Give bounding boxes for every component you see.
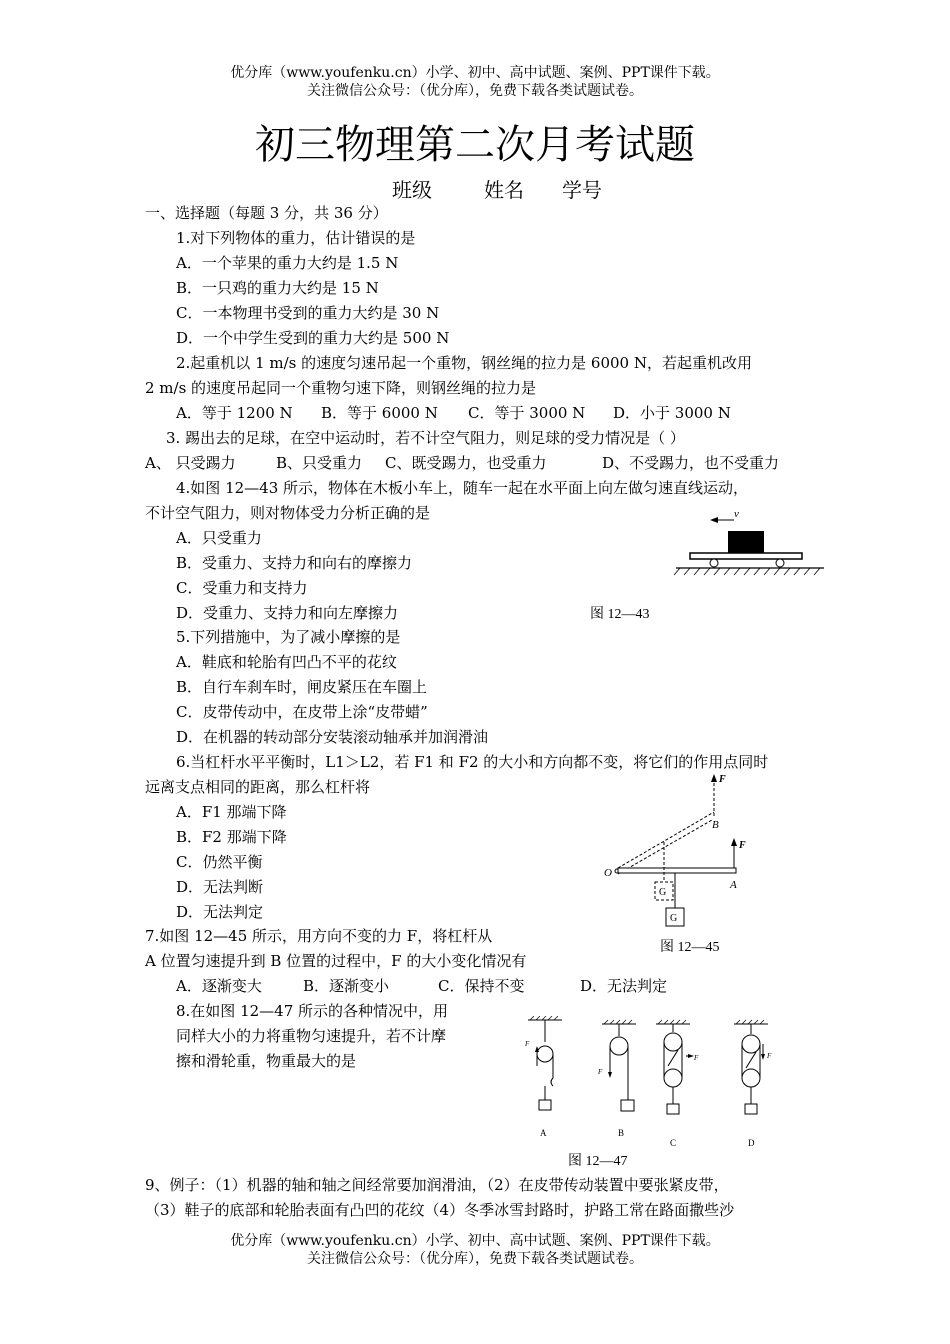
footer-line-1: 优分库（www.youfenku.cn）小学、初中、高中试题、案例、PPT课件下载。 [230,1233,720,1249]
pivot-label-o: O [604,867,612,879]
q2-stem-1: 2.起重机以 1 m/s 的速度匀速吊起一个重物，钢丝绳的拉力是 6000 N，若起重机改用 [176,354,752,372]
label-b: B [618,1128,625,1138]
q3-option-c: C、既受踢力，也受重力 [385,454,547,472]
q1-stem: 1.对下列物体的重力，估计错误的是 [176,229,416,247]
q4-option-a: A．只受重力 [176,529,262,547]
q2-option-a: A．等于 1200 N [176,404,293,422]
q3-option-b: B、只受重力 [276,454,363,472]
q9-line-2: （3）鞋子的底部和轮胎表面有凸凹的花纹（4）冬季冰雪封路时，护路工常在路面撒些沙 [145,1201,735,1219]
fig-12-45 [600,768,770,934]
class-label: 班级 [392,178,432,202]
fig-12-43 [672,505,832,580]
q2-option-c: C．等于 3000 N [468,404,586,422]
force-label-b: F [598,1068,603,1076]
force-label-b: F [719,774,726,785]
pulley-d [734,1020,772,1148]
q1-option-b: B．一只鸡的重力大约是 15 N [176,279,379,297]
q2-option-b: B．等于 6000 N [321,404,438,422]
q6-option-b: B．F2 那端下降 [176,828,287,846]
q4-stem-1: 4.如图 12—43 所示，物体在木板小车上，随车一起在水平面上向左做匀速直线运动， [176,479,749,497]
q7-option-b: B．逐渐变小 [303,977,390,995]
q4-option-c: C．受重力和支持力 [176,579,308,597]
q7-stem-1: 7.如图 12—45 所示，用方向不变的力 F，将杠杆从 [145,927,493,945]
q3-option-a: A、 只受踢力 [145,454,236,472]
q6-option-e: D．无法判定 [176,903,264,921]
q6-stem-2: 远离支点相同的距离，那么杠杆将 [145,778,371,796]
q6-option-d: D．无法判断 [176,878,264,896]
footer-line-2: 关注微信公众号：（优分库），免费下载各类试题试卷。 [307,1251,643,1267]
force-label-a: F [525,1040,530,1048]
label-c: C [670,1138,677,1148]
lever-position-b-lower [618,820,712,874]
force-label-a: F [739,840,746,851]
q5-option-d: D．在机器的转动部分安装滚动轴承并加润滑油 [176,728,489,746]
q3-option-d: D、不受踢力，也不受重力 [602,454,780,472]
student-id-label: 学号 [562,178,602,202]
q1-option-c: C．一本物理书受到的重力大约是 30 N [176,304,440,322]
fig-12-45-caption: 图 12—45 [660,940,720,955]
q5-option-c: C．皮带传动中，在皮带上涂“皮带蜡” [176,703,428,721]
q7-option-c: C．保持不变 [438,977,525,995]
q9-line-1: 9、例子：（1）机器的轴和轴之间经常要加润滑油，（2）在皮带传动装置中要张紧皮带， [145,1176,729,1194]
name-label: 姓名 [484,178,524,202]
q5-option-b: B．自行车刹车时，闸皮紧压在车圈上 [176,678,428,696]
q8-stem-2: 同样大小的力将重物匀速提升，若不计摩 [176,1027,447,1045]
label-a: A [540,1128,547,1138]
q4-option-b: B．受重力、支持力和向右的摩擦力 [176,554,413,572]
position-label-b: B [712,819,719,831]
q7-stem-2: A 位置匀速提升到 B 位置的过程中，F 的大小变化情况有 [145,952,527,970]
q1-option-d: D．一个中学生受到的重力大约是 500 N [176,329,450,347]
q7-option-a: A．逐渐变大 [176,977,262,995]
position-label-a: A [730,879,737,891]
force-label-d: F [767,1052,772,1060]
q1-option-a: A．一个苹果的重力大约是 1.5 N [176,254,399,272]
force-f-a-head [731,838,737,846]
q4-stem-2: 不计空气阻力，则对物体受力分析正确的是 [145,504,431,522]
section-heading: 一、选择题（每题 3 分，共 36 分） [145,204,388,222]
label-d: D [748,1138,755,1148]
weight-solid-label: G [670,913,678,924]
q6-option-c: C．仍然平衡 [176,853,263,871]
lever-position-a [618,868,736,873]
q8-stem-1: 8.在如图 12—47 所示的各种情况中，用 [176,1002,449,1020]
weight-dashed-label: G [659,887,667,898]
cart-wheel-right [776,559,784,567]
header-line-2: 关注微信公众号：（优分库），免费下载各类试题试卷。 [307,83,643,99]
page-title: 初三物理第二次月考试题 [255,122,695,168]
fig-12-47 [520,1016,790,1156]
force-label-c: F [694,1054,699,1062]
q5-stem: 5.下列措施中，为了减小摩擦的是 [176,628,401,646]
q6-stem-1: 6.当杠杆水平平衡时，L1＞L2，若 F1 和 F2 的大小和方向都不变，将它们的作用点同时 [176,753,769,771]
force-f-b-head [711,774,717,782]
fig-12-47-caption: 图 12—47 [568,1154,628,1169]
q4-option-d: D．受重力、支持力和向左摩擦力 [176,604,399,622]
q5-option-a: A．鞋底和轮胎有凹凸不平的花纹 [176,653,397,671]
q2-stem-2: 2 m/s 的速度吊起同一个重物匀速下降，则钢丝绳的拉力是 [145,379,537,397]
q2-option-d: D．小于 3000 N [613,404,731,422]
pulley-a [524,1016,562,1138]
q8-stem-3: 擦和滑轮重，物重最大的是 [176,1052,357,1070]
q3-stem: 3. 踢出去的足球，在空中运动时，若不计空气阻力，则足球的受力情况是（ ） [166,429,685,447]
velocity-arrow-head [710,517,718,523]
ground-hatch [674,568,820,575]
lever-position-b [618,812,714,868]
header-line-1: 优分库（www.youfenku.cn）小学、初中、高中试题、案例、PPT课件下载。 [230,65,720,81]
cart-board [690,553,802,559]
pulley-c [656,1020,699,1148]
block [728,531,764,553]
velocity-label: v [734,508,739,520]
q7-option-d: D．无法判定 [580,977,668,995]
cart-wheel-left [710,559,718,567]
pulley-b [597,1020,636,1138]
q6-option-a: A．F1 那端下降 [176,803,287,821]
fig-12-43-caption: 图 12—43 [590,607,650,622]
